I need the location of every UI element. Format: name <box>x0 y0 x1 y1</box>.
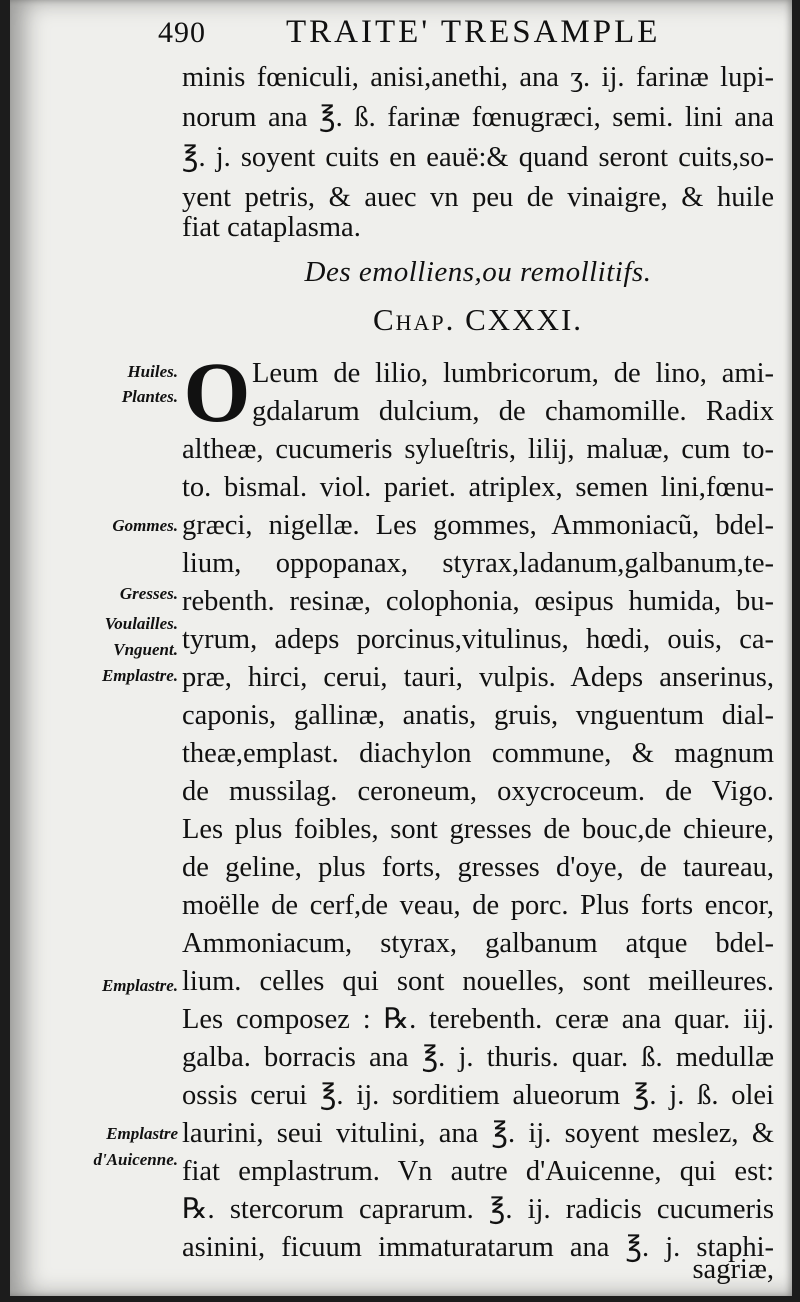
margin-note-emplastre-auicenne: Emplastre <box>106 1124 178 1143</box>
text-line: Leum de lilio, lumbricorum, de lino, ami- <box>252 358 774 389</box>
text-line: Les composez : ℞. terebenth. ceræ ana quar. iij. <box>182 1004 774 1035</box>
section-heading: Des emolliens,ou remollitifs. <box>304 256 652 288</box>
text-line: de mussilag. ceroneum, oxycroceum. de Vigo. <box>182 776 774 807</box>
book-page <box>10 0 792 1296</box>
page-number: 490 <box>158 16 206 49</box>
text-line: minis fœniculi, anisi,anethi, ana ʒ. ij. farinæ lupi- <box>182 62 774 93</box>
text-line: sagriæ, <box>692 1254 774 1285</box>
page-header <box>10 6 792 56</box>
margin-note-emplastre-auicenne: d'Auicenne. <box>93 1150 178 1169</box>
running-title: TRAITE' TRESAMPLE <box>286 14 661 50</box>
drop-cap: O <box>183 344 251 440</box>
margin-note-emplastre: Emplastre. <box>101 666 178 685</box>
text-line: ℞. stercorum caprarum. ℥. ij. radicis cucumeris <box>182 1194 774 1225</box>
text-line: laurini, seui vitulini, ana ℥. ij. soyent meslez, & <box>182 1118 774 1149</box>
text-line: præ, hirci, cerui, tauri, vulpis. Adeps anserinus, <box>182 662 774 693</box>
chapter-heading: Chap. CXXXI. <box>372 302 584 337</box>
text-line: ossis cerui ℥. ij. sorditiem alueorum ℥. j. ß. olei <box>182 1080 774 1111</box>
margin-note-gommes: Gommes. <box>112 516 178 535</box>
text-line: Les plus foibles, sont gresses de bouc,de chieure, <box>182 814 774 845</box>
text-line: lium. celles qui sont nouelles, sont meilleures. <box>182 966 774 997</box>
margin-note-voulailles: Voulailles. <box>104 614 178 633</box>
text-line: yent petris, & auec vn peu de vinaigre, & huile <box>182 182 774 213</box>
text-line: theæ,emplast. diachylon commune, & magnum <box>182 738 774 769</box>
text-line: fiat emplastrum. Vn autre d'Auicenne, qui est: <box>182 1156 774 1187</box>
text-line: de geline, plus forts, gresses d'oye, de taureau, <box>182 852 774 883</box>
text-line: asinini, ficuum immaturatarum ana ℥. j. staphi- <box>182 1232 774 1263</box>
margin-note-huiles: Huiles. <box>127 362 178 381</box>
text-line: caponis, gallinæ, anatis, gruis, vnguentum dial- <box>182 700 774 731</box>
text-line: altheæ, cucumeris sylueſtris, lilij, maluæ, cum to- <box>182 434 774 465</box>
text-line: græci, nigellæ. Les gommes, Ammoniacũ, bdel- <box>182 510 774 541</box>
text-line: norum ana ℥. ß. farinæ fœnugræci, semi. lini ana <box>182 102 774 133</box>
text-line: moëlle de cerf,de veau, de porc. Plus forts encor, <box>182 890 774 921</box>
text-line: lium, oppopanax, styrax,ladanum,galbanum,te- <box>182 548 774 579</box>
text-line: ℥. j. soyent cuits en eauë:& quand seront cuits,so- <box>182 142 774 173</box>
margin-note-plantes: Plantes. <box>121 387 178 406</box>
margin-note-vnguent: Vnguent. <box>113 640 178 659</box>
margin-note-emplastre: Emplastre. <box>101 976 178 995</box>
text-line: galba. borracis ana ℥. j. thuris. quar. ß. medullæ <box>182 1042 774 1073</box>
text-line: tyrum, adeps porcinus,vitulinus, hœdi, ouis, ca- <box>182 624 774 655</box>
text-line: fiat cataplasma. <box>182 212 361 243</box>
text-line: rebenth. resinæ, colophonia, œsipus humida, bu- <box>182 586 774 617</box>
text-line: to. bismal. viol. pariet. atriplex, semen lini,fœnu- <box>182 472 774 503</box>
text-line: Ammoniacum, styrax, galbanum atque bdel- <box>182 928 774 959</box>
text-line: gdalarum dulcium, de chamomille. Radix <box>252 396 774 427</box>
margin-note-gresses: Gresses. <box>119 584 178 603</box>
